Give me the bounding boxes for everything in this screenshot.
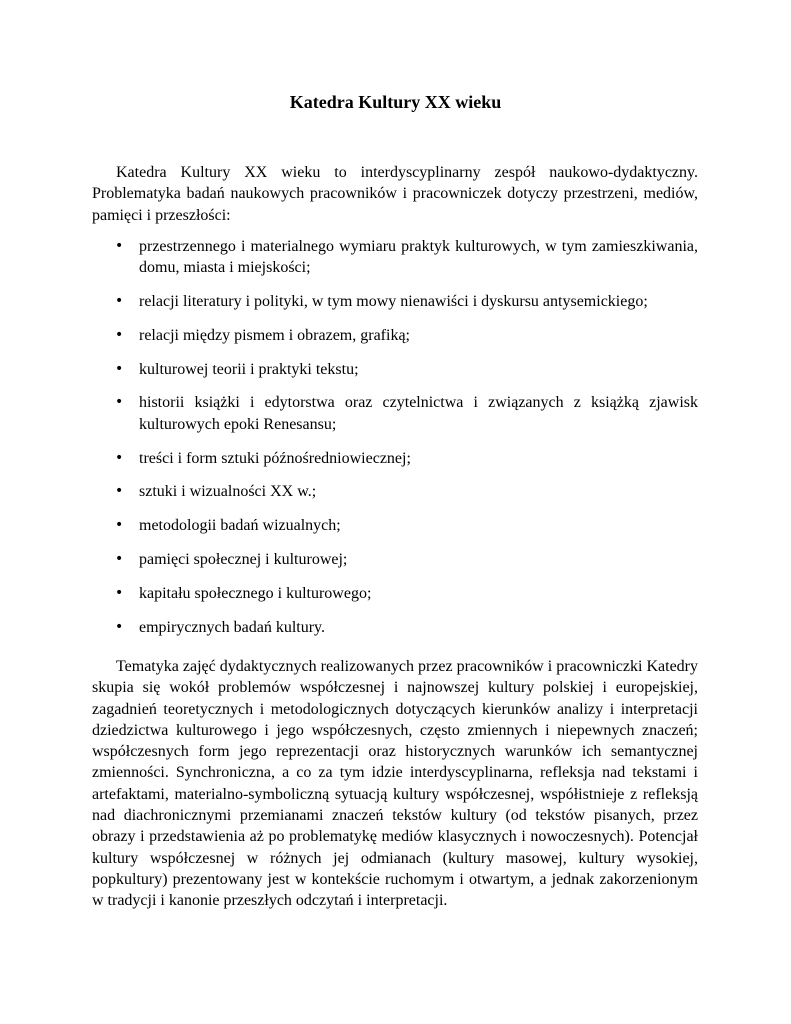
list-item: • kapitału społecznego i kulturowego;: [92, 583, 698, 604]
list-item: • przestrzennego i materialnego wymiaru praktyk kulturowych, w tym zamieszkiwania, domu, miasta i miejskości;: [92, 236, 698, 279]
list-item: • empirycznych badań kultury.: [92, 617, 698, 638]
list-item: • relacji między pismem i obrazem, grafiką;: [92, 325, 698, 346]
list-item: • sztuki i wizualności XX w.;: [92, 481, 698, 502]
list-item: • metodologii badań wizualnych;: [92, 515, 698, 536]
intro-paragraph: Katedra Kultury XX wieku to interdyscyplinarny zespół naukowo-dydaktyczny. Problematyka badań naukowych pracowników i pracowniczek dotyczy przestrzeni, mediów, pamięci i przeszłości:: [92, 164, 698, 224]
list-item: • treści i form sztuki późnośredniowiecznej;: [92, 448, 698, 469]
list-item: • kulturowej teorii i praktyki tekstu;: [92, 359, 698, 380]
teaching-paragraph: Tematyka zajęć dydaktycznych realizowanych przez pracowników i pracowniczki Katedry skupia się wokół problemów współczesnej i najnowszej kultury polskiej i europejskiej, zagadnień teoretycznych i metodologicznych dotyczących kierunków analizy i interpretacji dziedzictwa kulturowego i jego współczesnych, często zmiennych i niepewnych znaczeń; współczesnych form jego reprezentacji oraz historycznych warunków ich semantycznej zmienności. Synchroniczna, a co za tym idzie interdyscyplinarna, refleksja nad tekstami i artefaktami, materialno-symboliczną sytuacją kultury współczesnej, współistnieje z refleksją nad diachronicznymi przemianami znaczeń tekstów kultury (od tekstów pisanych, przez obrazy i przedstawienia aż po problematykę mediów klasycznych i nowoczesnych). Potencjał kultury współczesnej w różnych jej odmianach (kultury masowej, kultury wysokiej, popkultury) prezentowany jest w kontekście ruchomym i otwartym, a jednak zakorzenionym w tradycji i kanonie przeszłych odczytań i interpretacji.: [92, 658, 698, 910]
research-topics-list: [92, 236, 698, 650]
list-item: • historii książki i edytorstwa oraz czytelnictwa i związanych z książką zjawisk kulturowych epoki Renesansu;: [92, 392, 698, 435]
list-item: • pamięci społecznej i kulturowej;: [92, 549, 698, 570]
page-title: Katedra Kultury XX wieku: [289, 92, 502, 112]
list-item: • relacji literatury i polityki, w tym mowy nienawiści i dyskursu antysemickiego;: [92, 291, 698, 312]
